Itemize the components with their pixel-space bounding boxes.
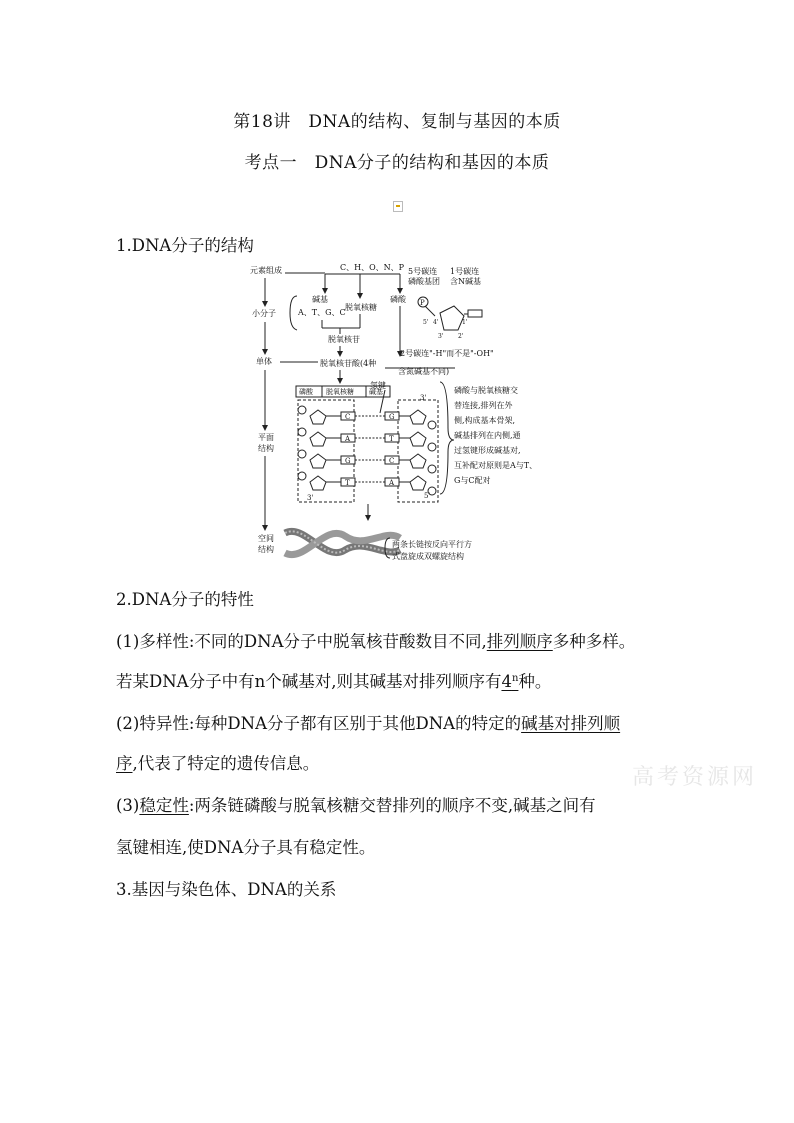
carbon-2: 2' bbox=[458, 333, 464, 340]
label-spatial-1: 空间 bbox=[258, 534, 274, 543]
label-base: 碱基 bbox=[312, 295, 328, 304]
note-carbon1-2: 含N碱基 bbox=[450, 277, 481, 286]
image-placeholder-icon bbox=[393, 201, 403, 212]
strand-end-3-left: 3' bbox=[307, 494, 314, 502]
phosphate-left bbox=[298, 428, 306, 436]
backbone-text-1: 磷酸与脱氧核糖交 bbox=[454, 386, 518, 395]
phosphate-left bbox=[298, 450, 306, 458]
phosphate-right bbox=[428, 421, 436, 429]
base-left-label: G bbox=[345, 457, 351, 465]
label-base-types: A、T、G、C bbox=[298, 308, 346, 317]
base-right-label: A bbox=[389, 479, 395, 487]
paragraph-specificity-cont: 序,代表了特定的遗传信息。 bbox=[116, 754, 320, 773]
phosphate-left bbox=[298, 472, 306, 480]
sugar-left bbox=[310, 476, 326, 490]
paragraph-specificity: (2)特异性:每种DNA分子都有区别于其他DNA的特定的碱基对排列顺 bbox=[116, 714, 621, 733]
sugar-right bbox=[410, 432, 426, 446]
note-carbon2: 2号碳连"-H"而不是"-OH" bbox=[400, 349, 494, 358]
lecture-title: 第18讲 DNA的结构、复制与基因的本质 bbox=[233, 112, 561, 132]
label-spatial-2: 结构 bbox=[258, 545, 274, 554]
phosphate-right bbox=[428, 465, 436, 473]
sugar-right bbox=[410, 476, 426, 490]
paragraph-stability: (3)稳定性:两条链磷酸与脱氧核糖交替排列的顺序不变,碱基之间有 bbox=[116, 796, 596, 815]
label-phosphate: 磷酸 bbox=[390, 295, 406, 304]
backbone-text-6: 互补配对原则是A与T、 bbox=[454, 461, 538, 470]
backbone-text-4: 碱基排列在内侧,通 bbox=[454, 431, 521, 440]
note-carbon5-2: 磷酸基团 bbox=[408, 277, 440, 286]
carbon-4: 4' bbox=[433, 319, 439, 326]
heading-dna-structure: 1.DNA分子的结构 bbox=[116, 236, 254, 255]
label-monomer: 单体 bbox=[256, 357, 272, 366]
note-carbon5-1: 5号碳连 bbox=[408, 267, 438, 276]
backbone-text-3: 侧,构成基本骨架, bbox=[454, 416, 516, 425]
strand-end-5-right: 5' bbox=[424, 492, 431, 500]
base-right-label: T bbox=[389, 435, 394, 443]
carbon-5: 5' bbox=[423, 319, 429, 326]
strand-end-3-right: 3' bbox=[420, 394, 427, 402]
label-nucleotide-note: 含氮碱基不同) bbox=[398, 367, 450, 376]
paragraph-diversity: (1)多样性:不同的DNA分子中脱氧核苷酸数目不同,排列顺序多种多样。 bbox=[116, 632, 636, 651]
section-title: 考点一 DNA分子的结构和基因的本质 bbox=[244, 153, 550, 173]
answer-four-power-n: 4$^n$ bbox=[501, 672, 519, 691]
helix-text-2: 式盘旋成双螺旋结构 bbox=[392, 552, 464, 561]
base-right-label: G bbox=[389, 413, 395, 421]
double-helix-image bbox=[285, 531, 400, 554]
legend-base: 碱基 bbox=[369, 388, 383, 396]
sugar-left bbox=[310, 410, 326, 424]
paragraph-diversity-count: 若某DNA分子中有n个碱基对,则其碱基对排列顺序有4$^n$种。 bbox=[116, 672, 552, 691]
label-hbond: 氢键 bbox=[370, 381, 386, 390]
phosphate-symbol: P bbox=[420, 299, 425, 307]
base-left-label: T bbox=[345, 479, 350, 487]
base-left-label: A bbox=[345, 435, 351, 443]
label-elements: 元素组成 bbox=[250, 266, 282, 275]
label-sugar: 脱氧核糖 bbox=[345, 303, 377, 312]
backbone-text-7: G与C配对 bbox=[454, 476, 491, 485]
carbon-3: 3' bbox=[438, 333, 444, 340]
heading-gene-relationship: 3.基因与染色体、DNA的关系 bbox=[116, 880, 337, 899]
sugar-left bbox=[310, 432, 326, 446]
label-chon: C、H、O、N、P bbox=[340, 263, 405, 272]
backbone-text-5: 过氢键形成碱基对, bbox=[454, 446, 521, 455]
dna-structure-diagram bbox=[240, 258, 560, 578]
label-small-molecule: 小分子 bbox=[252, 309, 276, 318]
base-left-label: C bbox=[345, 413, 351, 421]
answer-stability: 稳定性 bbox=[139, 796, 189, 815]
answer-arrangement-order: 排列顺序 bbox=[486, 632, 553, 651]
carbon-1: 1' bbox=[462, 319, 468, 326]
base-right-label: C bbox=[389, 457, 395, 465]
paragraph-stability-cont: 氢键相连,使DNA分子具有稳定性。 bbox=[116, 838, 376, 857]
label-planar-2: 结构 bbox=[258, 444, 274, 453]
label-planar-1: 平面 bbox=[258, 433, 274, 442]
helix-text-1: 两条长链按反向平行方 bbox=[392, 540, 472, 549]
phosphate-right bbox=[428, 443, 436, 451]
label-nucleoside: 脱氧核苷 bbox=[328, 335, 360, 344]
sugar-right bbox=[410, 454, 426, 468]
phosphate-right bbox=[428, 487, 436, 495]
watermark: 高考资源网 bbox=[632, 765, 758, 790]
label-nucleotide: 脱氧核苷酸(4种 bbox=[320, 359, 377, 368]
sugar-left bbox=[310, 454, 326, 468]
phosphate-left bbox=[298, 406, 306, 414]
note-carbon1-1: 1号碳连 bbox=[450, 267, 480, 276]
sugar-right bbox=[410, 410, 426, 424]
answer-base-pair-order: 碱基对排列顺 bbox=[521, 714, 621, 733]
backbone-text-2: 替连接,排列在外 bbox=[454, 401, 513, 410]
heading-dna-properties: 2.DNA分子的特性 bbox=[116, 590, 254, 609]
legend-phosphate: 磷酸 bbox=[299, 388, 313, 396]
legend-sugar: 脱氧核糖 bbox=[326, 388, 354, 396]
